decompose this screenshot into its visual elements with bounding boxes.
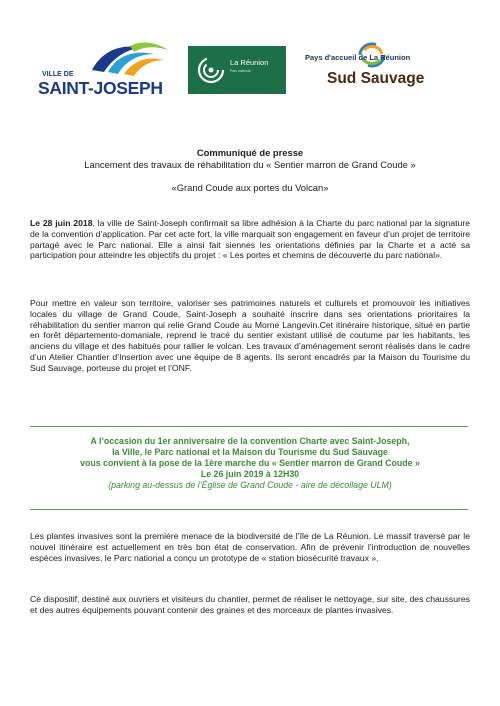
paragraph-date: Le 28 juin 2018 bbox=[30, 218, 93, 228]
press-release-tagline: «Grand Coude aux portes du Volcan» bbox=[171, 182, 329, 193]
paragraph-invasive-plants: Les plantes invasives sont la première menace de la biodiversité de l’île de La Réunion. Le massif traversé par le nouvel itinéraire est actuellement en très bon état de conservation. Afin de prévenir l’introduction de nouvelles espèces invasives, le Parc national a conçu un prototype de « station biosécurité travaux ». bbox=[30, 531, 470, 563]
logo-city-name: SAINT-JOSEPH bbox=[38, 78, 163, 98]
press-release-title: Communiqué de presse bbox=[196, 147, 304, 158]
parc-national-logo bbox=[188, 46, 286, 94]
invitation-line-1: A l’occasion du 1er anniversaire de la convention Charte avec Saint-Joseph, bbox=[90, 436, 410, 446]
paragraph-biosecurity: Ce dispositif, destiné aux ouvriers et visiteurs du chantier, permet de réaliser le nettoyage, sur site, des chaussures et des autres équipements pouvant contenir des graines et des morceaux de plantes invasives. bbox=[30, 594, 470, 615]
invitation-block bbox=[40, 436, 460, 491]
sud-sauvage-tagline: Pays d'accueil de La Réunion bbox=[305, 53, 411, 62]
saint-joseph-logo bbox=[38, 40, 173, 100]
paragraph-territory: Pour mettre en valeur son territoire, valoriser ses patrimoines naturels et culturels et promouvoir les initiatives locales du village de Grand Coude, Saint-Joseph a souhaité inscrire dans ses orientations prioritaires la réhabilitation du sentier marron qui relie Grand Coude au Morne Langevin.Cet itinéraire historique, situé en partie en forêt départemento-domaniale, reprend le tracé du sentier existant utilisé de coutume par les habitants, les anciens du village et des habitués pour rallier le volcan. Les travaux d’aménagement seront réalisés dans le cadre d’un Atelier Chantier d’Insertion avec une équipe de 8 agents. Ils seront encadrés par la Maison du Tourisme du Sud Sauvage, porteuse du projet et l’ONF. bbox=[30, 298, 470, 373]
separator-top bbox=[30, 426, 468, 427]
press-release-subtitle: Lancement des travaux de réhabilitation du « Sentier marron de Grand Coude » bbox=[84, 159, 416, 170]
invitation-line-3: vous convient à la pose de la 1ère marche du « Sentier marron de Grand Coude » bbox=[80, 457, 420, 468]
separator-bottom bbox=[30, 509, 468, 510]
logo-city-prefix: VILLE DE bbox=[42, 71, 74, 78]
paragraph-convention bbox=[30, 218, 470, 261]
invitation-line-2: la Ville, le Parc national et la Maison du Tourisme du Sud Sauvage bbox=[112, 446, 388, 457]
invitation-location: (parking au-dessus de l’Église de Grand Coude - aire de décollage ULM) bbox=[108, 479, 392, 490]
wave-emblem-icon bbox=[90, 40, 172, 78]
parc-logo-subtitle: Parc national bbox=[230, 69, 251, 73]
spiral-icon bbox=[196, 55, 226, 85]
invitation-date: Le 26 juin 2019 à 12H30 bbox=[200, 468, 300, 479]
sud-sauvage-logo bbox=[305, 42, 465, 98]
paragraph-convention-text: , la ville de Saint-Joseph confirmait sa libre adhésion à la Charte du parc national par la signature de la convention d’application. Par cet acte fort, la ville marquait son engagement en faveur d’un projet de territoire partagé avec le Parc national. Elle a ainsi fait siennes les orientations définies par la Charte et a acté sa participation pour atteindre les objectifs du projet : « Les portes et chemins de découverte du parc national». bbox=[30, 218, 470, 261]
sud-sauvage-name: Sud Sauvage bbox=[327, 70, 425, 87]
parc-logo-name: La Réunion bbox=[230, 58, 269, 67]
